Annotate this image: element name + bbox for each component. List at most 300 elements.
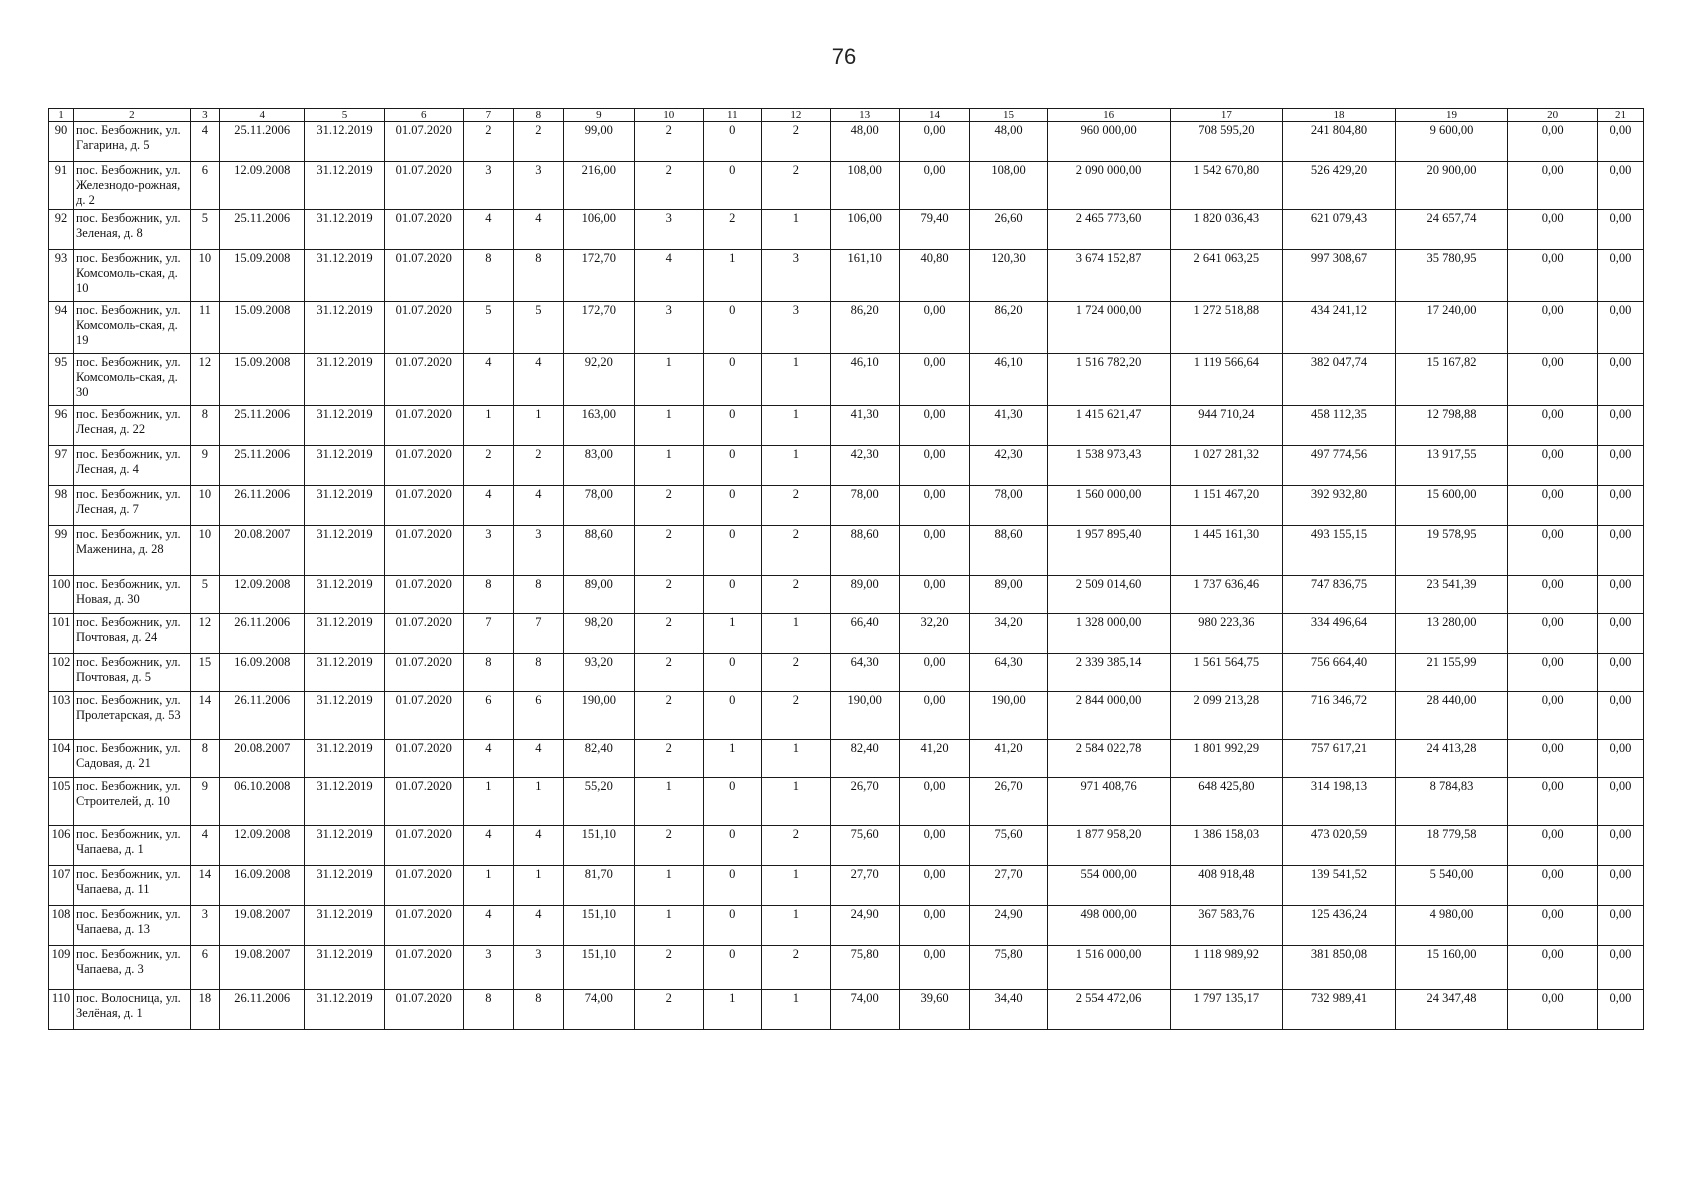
column-number: 16: [1047, 109, 1170, 122]
table-cell: 163,00: [563, 406, 634, 446]
row-number-cell: 92: [49, 210, 74, 250]
table-cell: 74,00: [830, 990, 899, 1030]
table-row: [49, 446, 1644, 486]
table-cell: 9: [190, 778, 219, 826]
column-number: 2: [74, 109, 191, 122]
table-cell: 2: [634, 576, 703, 614]
table-cell: 3: [634, 302, 703, 354]
column-number: 1: [49, 109, 74, 122]
table-cell: 0,00: [1597, 946, 1643, 990]
table-cell: 01.07.2020: [384, 486, 463, 526]
table-row: [49, 946, 1644, 990]
table-cell: 2 554 472,06: [1047, 990, 1170, 1030]
table-cell: 88,60: [563, 526, 634, 576]
table-cell: 3: [463, 162, 513, 210]
table-cell: 12.09.2008: [219, 576, 304, 614]
table-cell: 12: [190, 614, 219, 654]
table-cell: 648 425,80: [1170, 778, 1283, 826]
table-row: [49, 486, 1644, 526]
table-cell: 24 657,74: [1395, 210, 1508, 250]
table-cell: 34,20: [970, 614, 1047, 654]
table-cell: 944 710,24: [1170, 406, 1283, 446]
table-cell: 3: [463, 946, 513, 990]
table-cell: 41,30: [830, 406, 899, 446]
table-cell: 31.12.2019: [305, 122, 384, 162]
address-cell: пос. Волосница, ул. Зелёная, д. 1: [74, 990, 191, 1030]
table-cell: 20.08.2007: [219, 526, 304, 576]
table-cell: 8: [513, 250, 563, 302]
table-cell: 13 280,00: [1395, 614, 1508, 654]
table-cell: 0,00: [1597, 302, 1643, 354]
table-cell: 1 561 564,75: [1170, 654, 1283, 692]
table-cell: 108,00: [830, 162, 899, 210]
table-cell: 31.12.2019: [305, 692, 384, 740]
table-cell: 6: [190, 162, 219, 210]
table-cell: 19.08.2007: [219, 906, 304, 946]
table-cell: 1 328 000,00: [1047, 614, 1170, 654]
table-cell: 0: [703, 946, 761, 990]
table-cell: 0,00: [1597, 122, 1643, 162]
table-cell: 41,20: [899, 740, 970, 778]
table-cell: 01.07.2020: [384, 906, 463, 946]
table-cell: 172,70: [563, 250, 634, 302]
table-cell: 31.12.2019: [305, 162, 384, 210]
table-cell: 82,40: [830, 740, 899, 778]
table-cell: 1: [513, 866, 563, 906]
table-cell: 190,00: [563, 692, 634, 740]
table-cell: 2: [761, 162, 830, 210]
table-row: [49, 990, 1644, 1030]
column-number: 20: [1508, 109, 1598, 122]
table-cell: 12.09.2008: [219, 162, 304, 210]
table-cell: 81,70: [563, 866, 634, 906]
table-cell: 3: [761, 302, 830, 354]
table-cell: 21 155,99: [1395, 654, 1508, 692]
row-number-cell: 105: [49, 778, 74, 826]
table-cell: 1: [761, 778, 830, 826]
column-number: 5: [305, 109, 384, 122]
table-cell: 15 167,82: [1395, 354, 1508, 406]
table-cell: 0,00: [1597, 654, 1643, 692]
table-cell: 0,00: [1508, 354, 1598, 406]
table-cell: 2: [634, 162, 703, 210]
table-cell: 1: [634, 406, 703, 446]
table-cell: 5: [513, 302, 563, 354]
table-cell: 8: [513, 990, 563, 1030]
address-cell: пос. Безбожник, ул. Пролетарская, д. 53: [74, 692, 191, 740]
table-cell: 48,00: [970, 122, 1047, 162]
table-cell: 408 918,48: [1170, 866, 1283, 906]
table-cell: 125 436,24: [1283, 906, 1396, 946]
table-cell: 0,00: [1597, 990, 1643, 1030]
table-cell: 4: [463, 740, 513, 778]
column-number: 12: [761, 109, 830, 122]
table-cell: 0,00: [1508, 692, 1598, 740]
address-cell: пос. Безбожник, ул. Почтовая, д. 5: [74, 654, 191, 692]
address-cell: пос. Безбожник, ул. Новая, д. 30: [74, 576, 191, 614]
column-number: 15: [970, 109, 1047, 122]
table-cell: 708 595,20: [1170, 122, 1283, 162]
table-cell: 0,00: [1508, 946, 1598, 990]
table-cell: 1: [703, 250, 761, 302]
table-cell: 1: [703, 614, 761, 654]
address-cell: пос. Безбожник, ул. Маженина, д. 28: [74, 526, 191, 576]
table-cell: 151,10: [563, 826, 634, 866]
address-cell: пос. Безбожник, ул. Строителей, д. 10: [74, 778, 191, 826]
table-cell: 3: [190, 906, 219, 946]
table-cell: 42,30: [970, 446, 1047, 486]
table-cell: 8: [463, 250, 513, 302]
column-number: 6: [384, 109, 463, 122]
table-cell: 01.07.2020: [384, 692, 463, 740]
table-cell: 40,80: [899, 250, 970, 302]
table-cell: 01.07.2020: [384, 406, 463, 446]
table-cell: 01.07.2020: [384, 990, 463, 1030]
table-cell: 4: [463, 826, 513, 866]
table-cell: 0,00: [899, 486, 970, 526]
table-cell: 31.12.2019: [305, 826, 384, 866]
table-cell: 2: [634, 614, 703, 654]
table-cell: 0: [703, 486, 761, 526]
table-cell: 2: [634, 946, 703, 990]
address-cell: пос. Безбожник, ул. Чапаева, д. 11: [74, 866, 191, 906]
table-cell: 1: [761, 990, 830, 1030]
table-cell: 93,20: [563, 654, 634, 692]
table-cell: 960 000,00: [1047, 122, 1170, 162]
table-cell: 0,00: [899, 826, 970, 866]
table-cell: 120,30: [970, 250, 1047, 302]
table-cell: 01.07.2020: [384, 302, 463, 354]
table-cell: 493 155,15: [1283, 526, 1396, 576]
table-row: [49, 826, 1644, 866]
table-cell: 0,00: [1508, 778, 1598, 826]
table-cell: 0,00: [1508, 526, 1598, 576]
address-cell: пос. Безбожник, ул. Комсомоль-ская, д. 10: [74, 250, 191, 302]
table-cell: 4: [463, 486, 513, 526]
table-cell: 26,70: [830, 778, 899, 826]
table-cell: 14: [190, 692, 219, 740]
table-cell: 4: [513, 210, 563, 250]
address-cell: пос. Безбожник, ул. Железнодо-рожная, д. 2: [74, 162, 191, 210]
table-cell: 0,00: [1508, 446, 1598, 486]
table-cell: 997 308,67: [1283, 250, 1396, 302]
table-cell: 01.07.2020: [384, 740, 463, 778]
table-cell: 24 347,48: [1395, 990, 1508, 1030]
table-cell: 2: [634, 826, 703, 866]
table-cell: 0,00: [899, 692, 970, 740]
table-cell: 0,00: [1597, 576, 1643, 614]
table-cell: 0,00: [1508, 866, 1598, 906]
table-cell: 392 932,80: [1283, 486, 1396, 526]
table-cell: 20.08.2007: [219, 740, 304, 778]
table-cell: 1: [761, 210, 830, 250]
table-cell: 12 798,88: [1395, 406, 1508, 446]
table-cell: 7: [463, 614, 513, 654]
table-cell: 0,00: [1597, 354, 1643, 406]
table-cell: 0,00: [1508, 122, 1598, 162]
table-cell: 241 804,80: [1283, 122, 1396, 162]
table-cell: 0,00: [899, 122, 970, 162]
table-cell: 23 541,39: [1395, 576, 1508, 614]
table-cell: 1: [513, 406, 563, 446]
table-cell: 15.09.2008: [219, 354, 304, 406]
column-number: 14: [899, 109, 970, 122]
table-cell: 2: [513, 122, 563, 162]
table-cell: 31.12.2019: [305, 406, 384, 446]
table-cell: 367 583,76: [1170, 906, 1283, 946]
table-cell: 0: [703, 302, 761, 354]
table-cell: 16.09.2008: [219, 866, 304, 906]
table-cell: 46,10: [970, 354, 1047, 406]
table-cell: 0,00: [1508, 614, 1598, 654]
table-cell: 25.11.2006: [219, 210, 304, 250]
table-cell: 24 413,28: [1395, 740, 1508, 778]
table-cell: 1 820 036,43: [1170, 210, 1283, 250]
table-cell: 31.12.2019: [305, 614, 384, 654]
table-cell: 4: [463, 354, 513, 406]
table-cell: 01.07.2020: [384, 614, 463, 654]
table-cell: 5: [463, 302, 513, 354]
table-cell: 0,00: [1508, 406, 1598, 446]
table-cell: 4: [513, 906, 563, 946]
table-cell: 757 617,21: [1283, 740, 1396, 778]
table-cell: 4: [190, 826, 219, 866]
table-cell: 18 779,58: [1395, 826, 1508, 866]
table-row: [49, 906, 1644, 946]
table-cell: 2: [761, 526, 830, 576]
table-cell: 12: [190, 354, 219, 406]
table-cell: 314 198,13: [1283, 778, 1396, 826]
column-number: 7: [463, 109, 513, 122]
table-cell: 12.09.2008: [219, 826, 304, 866]
table-cell: 31.12.2019: [305, 446, 384, 486]
table-cell: 0,00: [1597, 526, 1643, 576]
table-cell: 74,00: [563, 990, 634, 1030]
table-cell: 434 241,12: [1283, 302, 1396, 354]
table-cell: 4: [463, 906, 513, 946]
table-cell: 0,00: [899, 654, 970, 692]
table-row: [49, 122, 1644, 162]
table-cell: 31.12.2019: [305, 866, 384, 906]
table-cell: 4: [513, 740, 563, 778]
address-cell: пос. Безбожник, ул. Чапаева, д. 1: [74, 826, 191, 866]
table-cell: 108,00: [970, 162, 1047, 210]
table-cell: 15 160,00: [1395, 946, 1508, 990]
row-number-cell: 107: [49, 866, 74, 906]
table-cell: 2: [634, 740, 703, 778]
table-cell: 381 850,08: [1283, 946, 1396, 990]
table-cell: 78,00: [830, 486, 899, 526]
table-cell: 3: [513, 526, 563, 576]
table-cell: 4 980,00: [1395, 906, 1508, 946]
column-number: 13: [830, 109, 899, 122]
table-cell: 6: [190, 946, 219, 990]
table-cell: 16.09.2008: [219, 654, 304, 692]
table-cell: 01.07.2020: [384, 526, 463, 576]
table-cell: 2: [761, 654, 830, 692]
table-cell: 4: [513, 354, 563, 406]
table-row: [49, 778, 1644, 826]
row-number-cell: 108: [49, 906, 74, 946]
table-cell: 0,00: [1597, 162, 1643, 210]
table-cell: 1: [761, 906, 830, 946]
table-cell: 0,00: [899, 526, 970, 576]
table-cell: 75,60: [830, 826, 899, 866]
table-cell: 31.12.2019: [305, 906, 384, 946]
table-cell: 1: [761, 866, 830, 906]
table-cell: 1: [463, 406, 513, 446]
table-cell: 92,20: [563, 354, 634, 406]
table-row: [49, 354, 1644, 406]
table-cell: 18: [190, 990, 219, 1030]
table-cell: 01.07.2020: [384, 446, 463, 486]
row-number-cell: 109: [49, 946, 74, 990]
table-cell: 0,00: [1597, 406, 1643, 446]
table-cell: 1: [634, 354, 703, 406]
table-cell: 172,70: [563, 302, 634, 354]
table-cell: 498 000,00: [1047, 906, 1170, 946]
table-cell: 20 900,00: [1395, 162, 1508, 210]
table-cell: 01.07.2020: [384, 778, 463, 826]
table-cell: 31.12.2019: [305, 210, 384, 250]
table-cell: 48,00: [830, 122, 899, 162]
table-cell: 1 724 000,00: [1047, 302, 1170, 354]
table-cell: 25.11.2006: [219, 446, 304, 486]
table-cell: 151,10: [563, 906, 634, 946]
table-cell: 0,00: [1597, 866, 1643, 906]
table-cell: 980 223,36: [1170, 614, 1283, 654]
table-cell: 0,00: [1597, 826, 1643, 866]
table-cell: 2 090 000,00: [1047, 162, 1170, 210]
table-cell: 2: [463, 446, 513, 486]
table-cell: 15.09.2008: [219, 302, 304, 354]
table-row: [49, 250, 1644, 302]
table-cell: 14: [190, 866, 219, 906]
table-cell: 78,00: [970, 486, 1047, 526]
table-cell: 1 737 636,46: [1170, 576, 1283, 614]
table-cell: 2: [634, 990, 703, 1030]
table-cell: 75,80: [970, 946, 1047, 990]
table-cell: 7: [513, 614, 563, 654]
table-cell: 0,00: [1508, 576, 1598, 614]
table-cell: 28 440,00: [1395, 692, 1508, 740]
column-number: 8: [513, 109, 563, 122]
table-cell: 0,00: [899, 778, 970, 826]
table-cell: 8: [463, 990, 513, 1030]
table-cell: 31.12.2019: [305, 526, 384, 576]
table-cell: 41,30: [970, 406, 1047, 446]
table-row: [49, 576, 1644, 614]
row-number-cell: 90: [49, 122, 74, 162]
table-cell: 42,30: [830, 446, 899, 486]
table-row: [49, 406, 1644, 446]
table-cell: 8 784,83: [1395, 778, 1508, 826]
table-cell: 0,00: [899, 906, 970, 946]
table-cell: 1 538 973,43: [1047, 446, 1170, 486]
table-cell: 3: [761, 250, 830, 302]
table-cell: 0,00: [899, 354, 970, 406]
table-cell: 1 542 670,80: [1170, 162, 1283, 210]
address-cell: пос. Безбожник, ул. Лесная, д. 22: [74, 406, 191, 446]
table-cell: 64,30: [970, 654, 1047, 692]
table-row: [49, 866, 1644, 906]
table-cell: 0,00: [1597, 740, 1643, 778]
table-cell: 2: [761, 692, 830, 740]
table-cell: 732 989,41: [1283, 990, 1396, 1030]
table-cell: 31.12.2019: [305, 576, 384, 614]
table-cell: 89,00: [563, 576, 634, 614]
address-cell: пос. Безбожник, ул. Чапаева, д. 3: [74, 946, 191, 990]
table-cell: 1 560 000,00: [1047, 486, 1170, 526]
table-cell: 0,00: [1597, 210, 1643, 250]
table-cell: 01.07.2020: [384, 826, 463, 866]
table-cell: 1 877 958,20: [1047, 826, 1170, 866]
table-cell: 6: [513, 692, 563, 740]
table-cell: 3: [463, 526, 513, 576]
table-cell: 190,00: [970, 692, 1047, 740]
table-cell: 3 674 152,87: [1047, 250, 1170, 302]
table-cell: 2 844 000,00: [1047, 692, 1170, 740]
table-row: [49, 692, 1644, 740]
table-cell: 458 112,35: [1283, 406, 1396, 446]
table-cell: 31.12.2019: [305, 946, 384, 990]
table-cell: 3: [634, 210, 703, 250]
table-cell: 554 000,00: [1047, 866, 1170, 906]
table-cell: 106,00: [830, 210, 899, 250]
table-cell: 26.11.2006: [219, 614, 304, 654]
table-cell: 0,00: [1597, 614, 1643, 654]
table-cell: 27,70: [970, 866, 1047, 906]
table-cell: 0,00: [1597, 486, 1643, 526]
table-row: [49, 210, 1644, 250]
row-number-cell: 101: [49, 614, 74, 654]
table-cell: 8: [463, 576, 513, 614]
table-cell: 8: [513, 576, 563, 614]
table-cell: 39,60: [899, 990, 970, 1030]
table-cell: 0,00: [899, 576, 970, 614]
table-cell: 25.11.2006: [219, 406, 304, 446]
table-cell: 4: [463, 210, 513, 250]
address-cell: пос. Безбожник, ул. Комсомоль-ская, д. 19: [74, 302, 191, 354]
table-cell: 98,20: [563, 614, 634, 654]
row-number-cell: 104: [49, 740, 74, 778]
table-cell: 1: [634, 866, 703, 906]
column-number: 19: [1395, 109, 1508, 122]
table-cell: 11: [190, 302, 219, 354]
table-cell: 473 020,59: [1283, 826, 1396, 866]
table-cell: 2: [761, 946, 830, 990]
table-cell: 10: [190, 486, 219, 526]
table-cell: 1 027 281,32: [1170, 446, 1283, 486]
table-cell: 5: [190, 210, 219, 250]
table-cell: 4: [513, 486, 563, 526]
table-cell: 0: [703, 654, 761, 692]
table-cell: 0: [703, 576, 761, 614]
table-cell: 1 801 992,29: [1170, 740, 1283, 778]
table-cell: 1: [761, 354, 830, 406]
table-cell: 46,10: [830, 354, 899, 406]
table-cell: 64,30: [830, 654, 899, 692]
address-cell: пос. Безбожник, ул. Почтовая, д. 24: [74, 614, 191, 654]
table-cell: 27,70: [830, 866, 899, 906]
row-number-cell: 97: [49, 446, 74, 486]
table-cell: 0: [703, 692, 761, 740]
table-cell: 31.12.2019: [305, 778, 384, 826]
table-cell: 1 516 000,00: [1047, 946, 1170, 990]
table-cell: 15.09.2008: [219, 250, 304, 302]
table-cell: 88,60: [970, 526, 1047, 576]
table-cell: 1 957 895,40: [1047, 526, 1170, 576]
